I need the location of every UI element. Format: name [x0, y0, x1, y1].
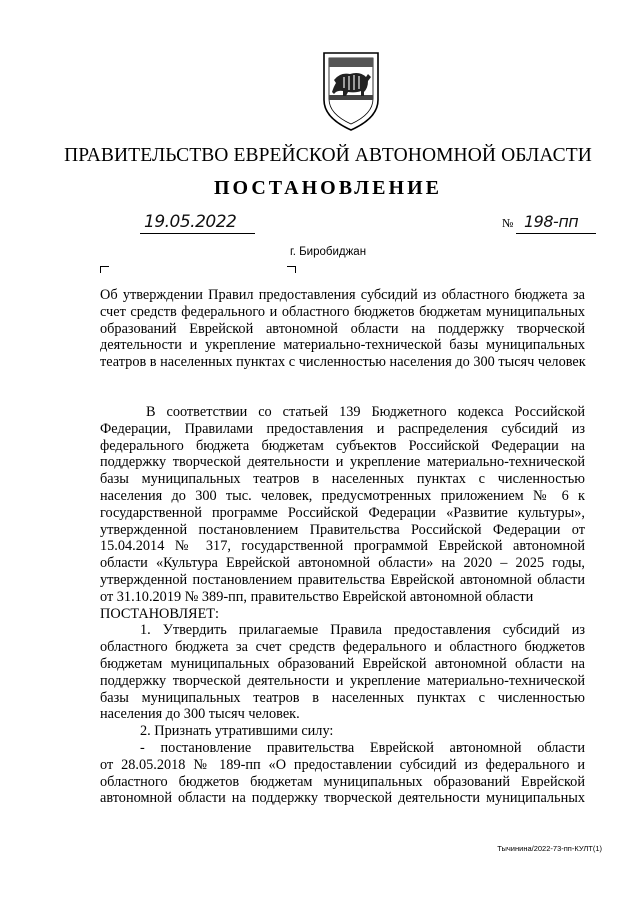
- coat-of-arms-tiger-icon: [320, 50, 382, 132]
- city-label: г. Биробиджан: [289, 246, 367, 258]
- preamble-line: В соответствии со статьей 139 Бюджетного кодекса Российской: [146, 404, 585, 420]
- preamble-line: федерального бюджета бюджетам субъектов Российской Федерации на: [100, 437, 585, 454]
- preamble-line: утвержденной постановлением правительства Еврейской автономной области: [100, 571, 585, 588]
- document-type: ПОСТАНОВЛЕНИЕ: [214, 177, 442, 199]
- preamble-line: базы муниципальных театров в населенных пунктах с численностью: [100, 471, 585, 488]
- resolves-heading: ПОСТАНОВЛЯЕТ:: [100, 605, 220, 622]
- preamble-line: 15.04.2014 № 317, государственной программой Еврейской автономной: [100, 538, 585, 555]
- item2-sub-line: автономной области на поддержку творческой деятельности муниципальных: [100, 790, 585, 807]
- corner-mark-right: [287, 266, 296, 273]
- document-body: [100, 404, 585, 807]
- preamble-line: утвержденной постановлением Правительства Российской Федерации от: [100, 521, 585, 538]
- number-sign: №: [502, 216, 514, 230]
- number-line: [516, 211, 596, 234]
- date-value: 19.05.2022: [144, 212, 237, 232]
- item1-line: населения до 300 тысяч человек.: [100, 706, 300, 723]
- preamble-line: области «Культура Еврейской автономной области» на 2020 – 2025 годы,: [100, 555, 585, 572]
- footer-code: Тычинина/2022-73-пп-КУЛТ(1): [497, 844, 602, 853]
- item2-sub-line: - постановление правительства Еврейской автономной области: [140, 739, 585, 756]
- item2-sub-line: областного бюджетов бюджетам муниципальных образований Еврейской: [100, 773, 585, 790]
- item2-sub-line: от 28.05.2018 № 189-пп «О предоставлении субсидий из федерального и: [100, 756, 585, 773]
- item2-heading: 2. Признать утратившими силу:: [140, 723, 334, 740]
- preamble-line: Федерации, Правилами предоставления и распределения субсидий из: [100, 420, 585, 437]
- subject-line: деятельности и укрепление материально-технической базы муниципальных: [100, 337, 585, 354]
- preamble-line: поддержку творческой деятельности и укрепление материально-технической: [100, 454, 585, 471]
- corner-mark-left: [100, 266, 109, 273]
- item1-line: базы муниципальных театров в населенных пунктах с численностью: [100, 689, 585, 706]
- preamble-line: от 31.10.2019 № 389-пп, правительство Еврейской автономной области: [100, 588, 534, 605]
- item1-line: 1. Утвердить прилагаемые Правила предоставления субсидий из: [140, 622, 585, 639]
- preamble-line: населения до 300 тыс. человек, предусмотренных приложением № 6 к: [100, 487, 585, 504]
- item1-line: поддержку творческой деятельности и укрепление материально-технической: [100, 672, 585, 689]
- government-title: ПРАВИТЕЛЬСТВО ЕВРЕЙСКОЙ АВТОНОМНОЙ ОБЛАСТИ: [64, 145, 592, 166]
- date-field: [140, 211, 255, 234]
- subject-line: счет средств федерального и областного бюджетов бюджетам муниципальных: [100, 303, 585, 320]
- number-field: [502, 211, 602, 233]
- subject-line: театров в населенных пунктах с численностью населения до 300 тысяч человек: [100, 354, 586, 371]
- item1-line: областного бюджета за счет средств федерального и областного бюджетов: [100, 639, 585, 656]
- item1-line: бюджетам муниципальных образований Еврейской автономной области на: [100, 655, 585, 672]
- subject-line: образований Еврейской автономной области на поддержку творческой: [100, 320, 585, 337]
- subject-line: Об утверждении Правил предоставления субсидий из областного бюджета за: [100, 287, 585, 303]
- number-value: 198-пп: [524, 212, 579, 231]
- preamble-line: государственной программе Российской Федерации «Развитие культуры»,: [100, 504, 585, 521]
- document-subject: [100, 287, 585, 371]
